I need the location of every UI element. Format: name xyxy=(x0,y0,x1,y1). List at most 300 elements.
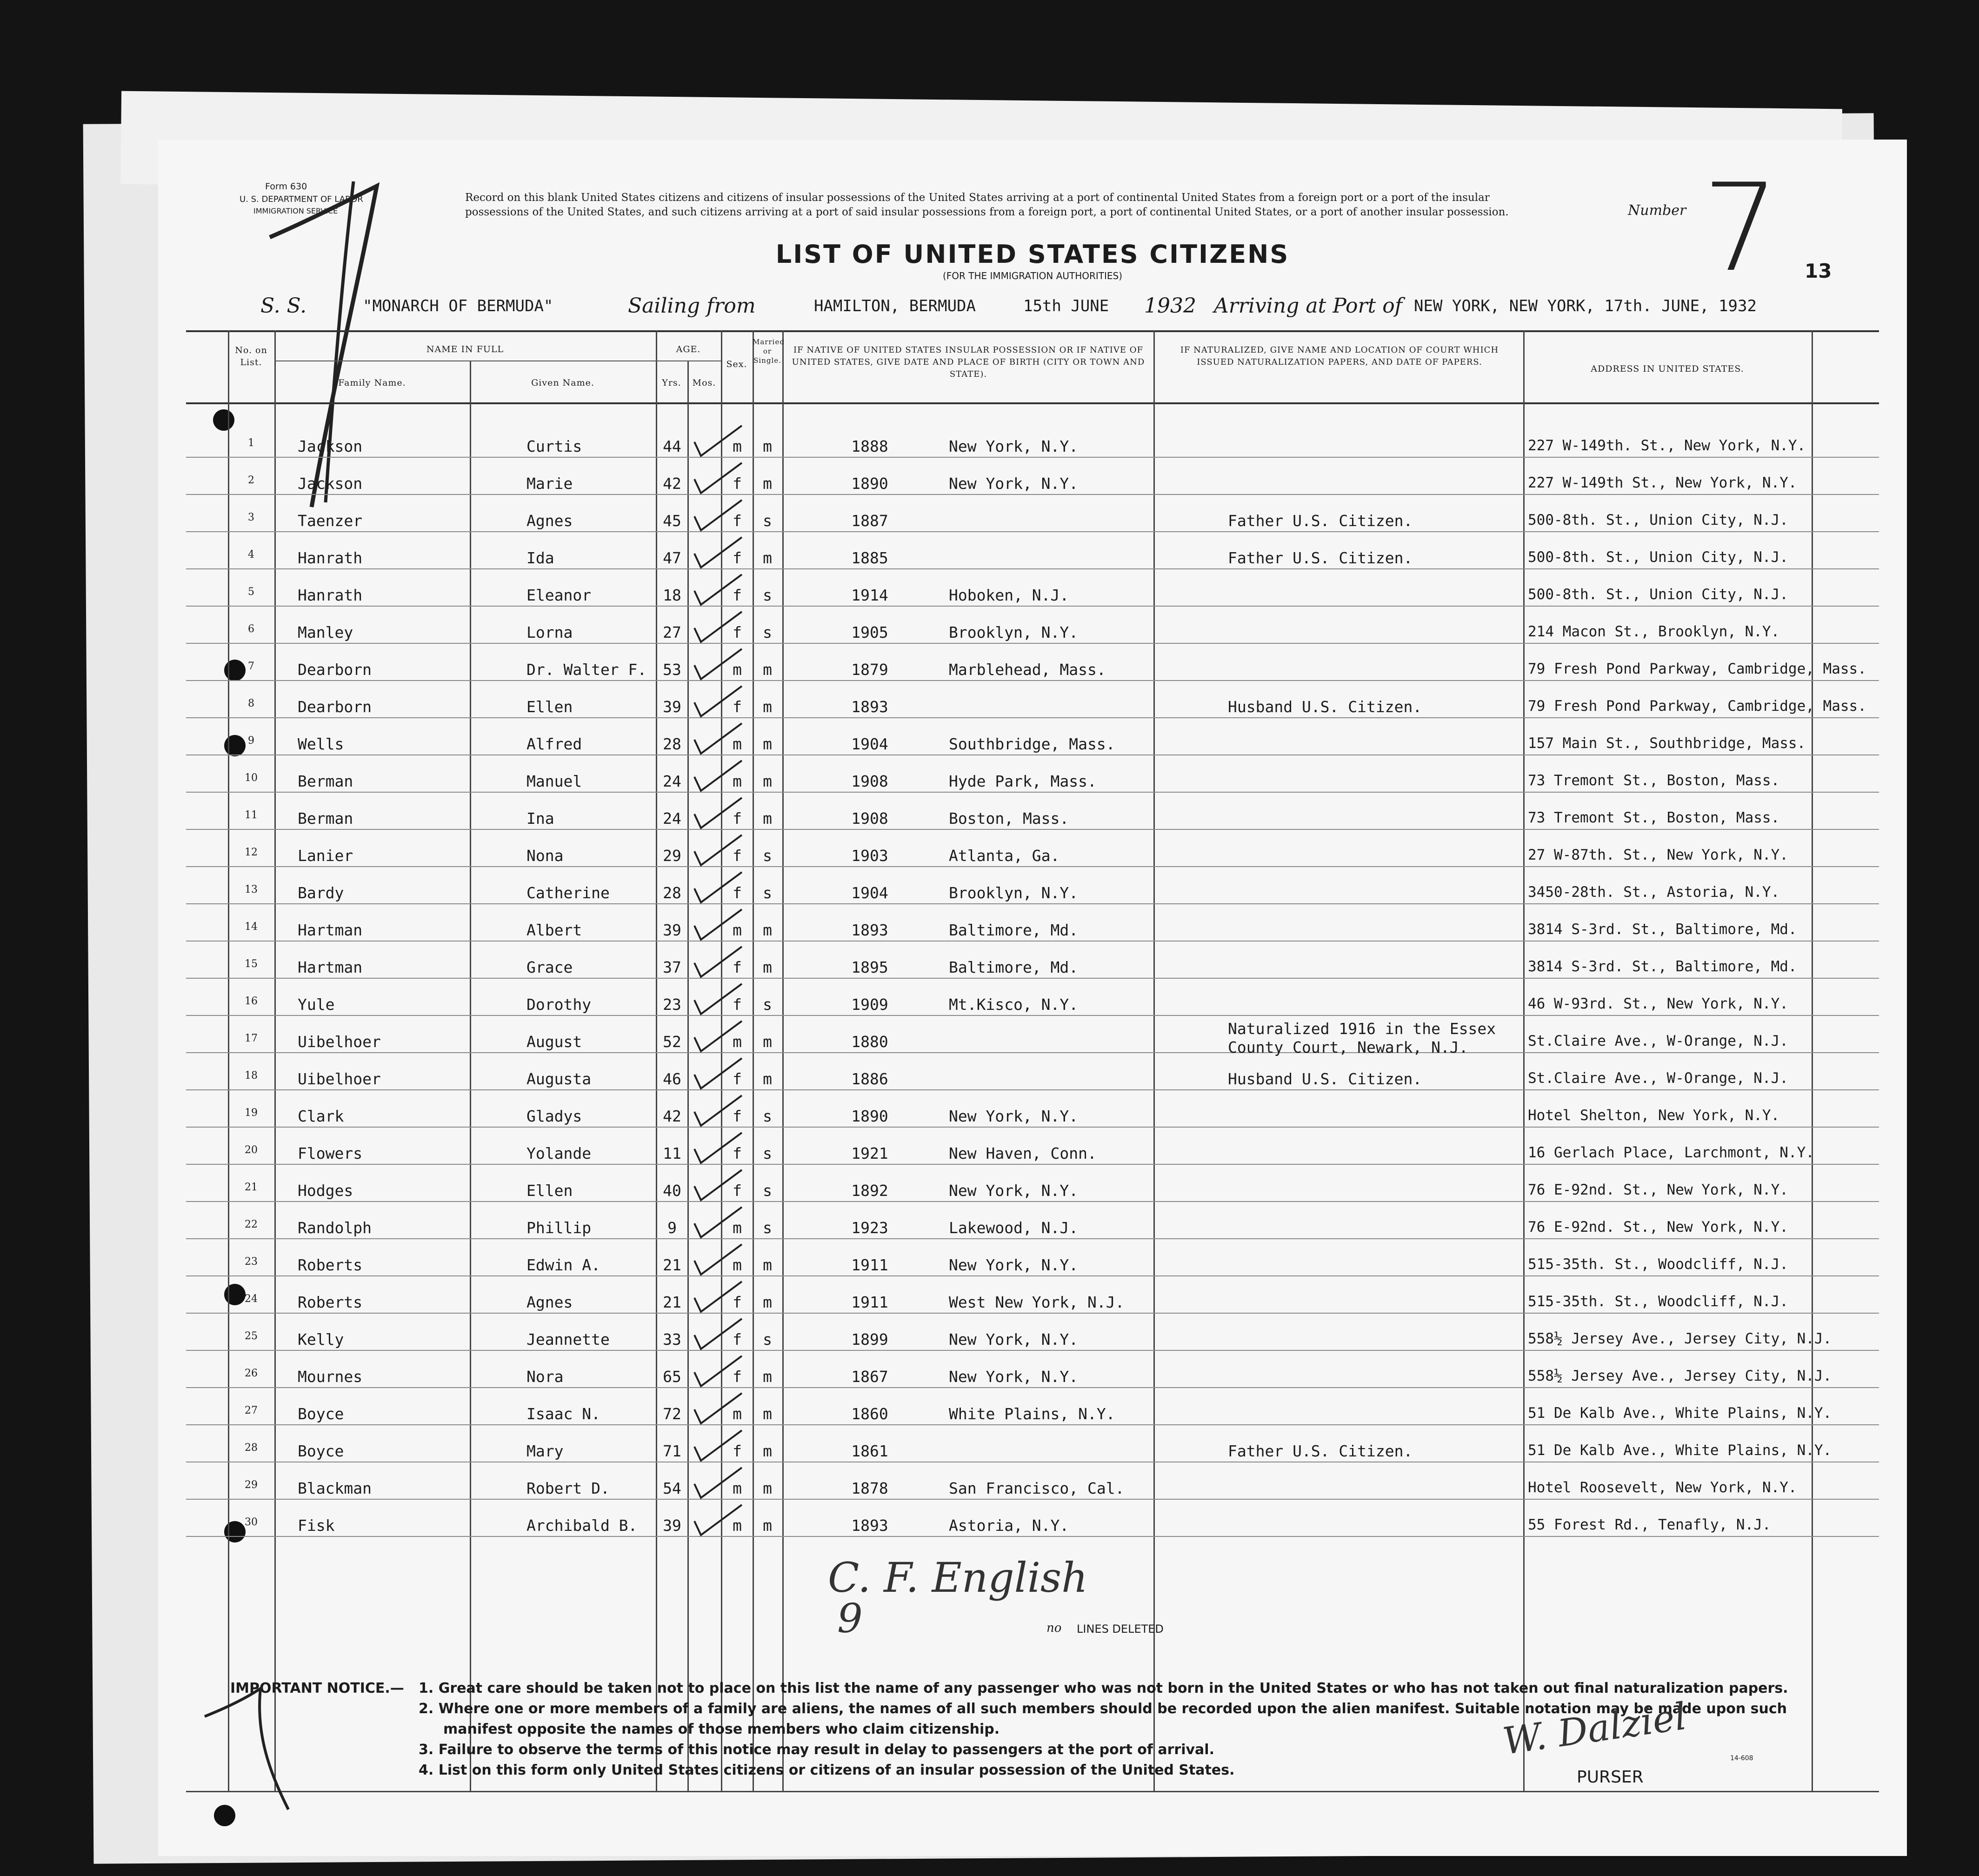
us-address: 46 W-93rd. St., New York, N.Y. xyxy=(1528,995,1788,1012)
marital-status: m xyxy=(763,1293,772,1311)
sex: f xyxy=(733,809,742,828)
sheet-number: 7 xyxy=(1702,158,1779,299)
birth-year: 1893 xyxy=(851,698,888,716)
family-name: Yule xyxy=(298,995,335,1014)
birth-year: 1914 xyxy=(851,586,888,604)
row-rule xyxy=(186,1238,1879,1239)
marital-status: m xyxy=(763,1033,772,1051)
birth-place: New York, N.Y. xyxy=(949,437,1079,455)
given-name: Catherine xyxy=(526,884,610,902)
row-rule xyxy=(186,1052,1879,1053)
lines-deleted-count: no xyxy=(1046,1621,1062,1635)
row-rule xyxy=(186,978,1879,979)
family-name: Dearborn xyxy=(298,661,372,679)
check-mark-icon xyxy=(691,1019,746,1056)
given-name: Isaac N. xyxy=(526,1405,600,1423)
family-name: Bardy xyxy=(298,884,344,902)
arrival-port-date: NEW YORK, NEW YORK, 17th. JUNE, 1932 xyxy=(1414,297,1757,315)
col-header-birth: IF NATIVE OF UNITED STATES INSULAR POSSESSION OR IF NATIVE OF UNITED STATES, GIVE DATE AND PLACE OF BIRTH (CITY OR TOWN AND STATE). xyxy=(792,345,1145,379)
row-rule xyxy=(186,531,1879,532)
notice-2: 2. Where one or more members of a family are aliens, the names of all such members should be recorded upon the alien manifest. Suitable notation may be made upon such xyxy=(419,1701,1787,1717)
age-years: 29 xyxy=(663,847,681,865)
notice-4: 4. List on this form only United States citizens or citizens of an insular possession of the United States. xyxy=(419,1762,1235,1778)
us-address: 214 Macon St., Brooklyn, N.Y. xyxy=(1528,623,1780,640)
check-mark-icon xyxy=(691,1130,746,1168)
marital-status: s xyxy=(763,1107,772,1125)
birth-place: Atlanta, Ga. xyxy=(949,847,1060,865)
age-years: 71 xyxy=(663,1442,681,1460)
marital-status: s xyxy=(763,1144,772,1162)
check-mark-icon xyxy=(691,1316,746,1354)
birth-place: Astoria, N.Y. xyxy=(949,1516,1069,1535)
col-rule xyxy=(1153,330,1155,1791)
print-code: 14-608 xyxy=(1730,1755,1753,1762)
marital-status: m xyxy=(763,958,772,976)
family-name: Taenzer xyxy=(298,512,363,530)
age-years: 54 xyxy=(663,1479,681,1497)
sex: f xyxy=(733,698,742,716)
manifest-page xyxy=(158,140,1907,1856)
handwritten-mark xyxy=(265,167,386,512)
check-mark-icon xyxy=(691,1354,746,1391)
row-number: 30 xyxy=(245,1516,258,1528)
age-years: 23 xyxy=(663,995,681,1014)
given-name: Dr. Walter F. xyxy=(526,661,647,679)
birth-year: 1880 xyxy=(851,1033,888,1051)
marital-status: s xyxy=(763,512,772,530)
sex: f xyxy=(733,958,742,976)
row-number: 10 xyxy=(245,772,258,784)
ss-label: S. S. xyxy=(260,294,307,318)
marital-status: m xyxy=(763,437,772,455)
birth-year: 1860 xyxy=(851,1405,888,1423)
marital-status: s xyxy=(763,1330,772,1349)
birth-year: 1890 xyxy=(851,474,888,493)
check-mark-icon xyxy=(691,1428,746,1465)
purser-label: PURSER xyxy=(1577,1768,1644,1787)
family-name: Flowers xyxy=(298,1144,363,1162)
row-rule xyxy=(186,717,1879,718)
family-name: Berman xyxy=(298,809,353,828)
birth-year: 1895 xyxy=(851,958,888,976)
given-name: Nona xyxy=(526,847,564,865)
age-years: 33 xyxy=(663,1330,681,1349)
row-rule xyxy=(186,1499,1879,1500)
birth-year: 1861 xyxy=(851,1442,888,1460)
sex: m xyxy=(733,661,742,679)
birth-year: 1908 xyxy=(851,809,888,828)
birth-place: New York, N.Y. xyxy=(949,1107,1079,1125)
birth-place: Southbridge, Mass. xyxy=(949,735,1115,753)
birth-year: 1893 xyxy=(851,1516,888,1535)
marital-status: m xyxy=(763,698,772,716)
row-number: 24 xyxy=(245,1293,258,1305)
page-title: LIST OF UNITED STATES CITIZENS xyxy=(775,240,1290,269)
us-address: 515-35th. St., Woodcliff, N.J. xyxy=(1528,1256,1788,1273)
marital-status: s xyxy=(763,1219,772,1237)
instructions: Record on this blank United States citizens and citizens of insular possessions of the United States arriving at a port of continental United States from a foreign port or a port of the insular possessions of the United States, and such citizens arriving at a port of said insular possessions from a foreign port, a port of continental United States, or a port of another insular possession. xyxy=(465,192,1509,218)
number-label: Number xyxy=(1628,202,1686,219)
family-name: Kelly xyxy=(298,1330,344,1349)
marital-status: m xyxy=(763,1442,772,1460)
sex: m xyxy=(733,772,742,790)
sex: f xyxy=(733,1070,742,1088)
age-years: 45 xyxy=(663,512,681,530)
given-name: Dorothy xyxy=(526,995,592,1014)
row-number: 11 xyxy=(245,809,258,821)
birth-place: New York, N.Y. xyxy=(949,1330,1079,1349)
us-address: 157 Main St., Southbridge, Mass. xyxy=(1528,735,1806,752)
us-address: 3814 S-3rd. St., Baltimore, Md. xyxy=(1528,921,1797,938)
notice-3: 3. Failure to observe the terms of this notice may result in delay to passengers at the port of arrival. xyxy=(419,1742,1214,1758)
check-mark-icon xyxy=(691,1093,746,1130)
birth-place: Hoboken, N.J. xyxy=(949,586,1069,604)
us-address: Hotel Roosevelt, New York, N.Y. xyxy=(1528,1479,1797,1496)
birth-year: 1908 xyxy=(851,772,888,790)
row-rule xyxy=(186,568,1879,569)
birth-place: Marblehead, Mass. xyxy=(949,661,1106,679)
given-name: Augusta xyxy=(526,1070,592,1088)
given-name: Nora xyxy=(526,1368,564,1386)
row-rule xyxy=(186,829,1879,830)
naturalization: Naturalized 1916 in the Essex County Court, Newark, N.J. xyxy=(1228,1020,1496,1056)
row-number: 13 xyxy=(245,884,258,895)
given-name: Lorna xyxy=(526,623,573,641)
sailing-date: 15th JUNE xyxy=(1023,297,1109,315)
us-address: St.Claire Ave., W-Orange, N.J. xyxy=(1528,1033,1788,1049)
birth-year: 1878 xyxy=(851,1479,888,1497)
row-number: 26 xyxy=(245,1368,258,1379)
sex: m xyxy=(733,921,742,939)
us-address: 558½ Jersey Ave., Jersey City, N.J. xyxy=(1528,1368,1832,1384)
service-label: IMMIGRATION SERVICE xyxy=(253,207,338,215)
birth-year: 1886 xyxy=(851,1070,888,1088)
age-years: 42 xyxy=(663,474,681,493)
us-address: 558½ Jersey Ave., Jersey City, N.J. xyxy=(1528,1330,1832,1347)
check-mark-icon xyxy=(691,1391,746,1428)
given-name: Gladys xyxy=(526,1107,582,1125)
given-name: Marie xyxy=(526,474,573,493)
row-number: 12 xyxy=(245,847,258,858)
check-mark-icon xyxy=(691,907,746,944)
sex: m xyxy=(733,1256,742,1274)
birth-year: 1911 xyxy=(851,1256,888,1274)
birth-place: New York, N.Y. xyxy=(949,1368,1079,1386)
purser-signature: W. Dalziel xyxy=(1500,1694,1689,1763)
given-name: Manuel xyxy=(526,772,582,790)
given-name: Albert xyxy=(526,921,582,939)
check-mark-icon xyxy=(691,870,746,907)
family-name: Hartman xyxy=(298,958,363,976)
given-name: Archibald B. xyxy=(526,1516,638,1535)
family-name: Hanrath xyxy=(298,586,363,604)
birth-year: 1888 xyxy=(851,437,888,455)
sex: m xyxy=(733,735,742,753)
row-number: 19 xyxy=(245,1107,258,1119)
row-rule xyxy=(186,1201,1879,1202)
birth-year: 1892 xyxy=(851,1182,888,1200)
row-rule xyxy=(186,903,1879,904)
given-name: Curtis xyxy=(526,437,582,455)
us-address: 500-8th. St., Union City, N.J. xyxy=(1528,512,1788,528)
birth-year: 1911 xyxy=(851,1293,888,1311)
age-years: 72 xyxy=(663,1405,681,1423)
birth-place: Hyde Park, Mass. xyxy=(949,772,1097,790)
check-mark-icon xyxy=(691,423,746,461)
check-mark-icon xyxy=(691,795,746,833)
row-rule xyxy=(186,606,1879,607)
birth-year: 1904 xyxy=(851,884,888,902)
notice-2-cont: manifest opposite the names of those members who claim citizenship. xyxy=(443,1721,1000,1737)
us-address: 51 De Kalb Ave., White Plains, N.Y. xyxy=(1528,1442,1832,1459)
age-years: 27 xyxy=(663,623,681,641)
age-years: 24 xyxy=(663,809,681,828)
birth-year: 1890 xyxy=(851,1107,888,1125)
row-rule xyxy=(186,1313,1879,1314)
given-name: Grace xyxy=(526,958,573,976)
us-address: 500-8th. St., Union City, N.J. xyxy=(1528,586,1788,603)
family-name: Dearborn xyxy=(298,698,372,716)
family-name: Hodges xyxy=(298,1182,353,1200)
col-header-address: ADDRESS IN UNITED STATES. xyxy=(1591,364,1744,374)
sex: f xyxy=(733,512,742,530)
us-address: 73 Tremont St., Boston, Mass. xyxy=(1528,809,1780,826)
marital-status: s xyxy=(763,995,772,1014)
check-mark-icon xyxy=(691,1279,746,1316)
check-mark-icon xyxy=(691,944,746,981)
birth-year: 1921 xyxy=(851,1144,888,1162)
col-rule xyxy=(470,361,471,1791)
row-number: 7 xyxy=(248,661,254,672)
sex: f xyxy=(733,1107,742,1125)
given-name: Edwin A. xyxy=(526,1256,600,1274)
sex: f xyxy=(733,884,742,902)
sex: f xyxy=(733,1442,742,1460)
check-mark-icon xyxy=(691,833,746,870)
col-rule xyxy=(782,330,784,1791)
family-name: Hartman xyxy=(298,921,363,939)
us-address: 227 W-149th St., New York, N.Y. xyxy=(1528,474,1797,491)
given-name: August xyxy=(526,1033,582,1051)
marital-status: m xyxy=(763,1070,772,1088)
family-name: Lanier xyxy=(298,847,353,865)
age-years: 42 xyxy=(663,1107,681,1125)
row-rule xyxy=(186,1424,1879,1425)
birth-year: 1893 xyxy=(851,921,888,939)
birth-place: Mt.Kisco, N.Y. xyxy=(949,995,1079,1014)
check-mark-icon xyxy=(691,498,746,535)
birth-year: 1879 xyxy=(851,661,888,679)
us-address: St.Claire Ave., W-Orange, N.J. xyxy=(1528,1070,1788,1087)
sailing-label: Sailing from xyxy=(628,294,756,318)
check-mark-icon xyxy=(691,535,746,572)
us-address: 27 W-87th. St., New York, N.Y. xyxy=(1528,847,1788,863)
row-rule xyxy=(186,866,1879,867)
age-years: 39 xyxy=(663,1516,681,1535)
birth-year: 1887 xyxy=(851,512,888,530)
given-name: Agnes xyxy=(526,512,573,530)
sex: f xyxy=(733,1330,742,1349)
age-years: 21 xyxy=(663,1256,681,1274)
given-name: Ellen xyxy=(526,698,573,716)
marital-status: m xyxy=(763,1516,772,1535)
col-header-sex: Sex. xyxy=(726,359,747,369)
age-years: 24 xyxy=(663,772,681,790)
sex: m xyxy=(733,1405,742,1423)
family-name: Hanrath xyxy=(298,549,363,567)
row-number: 1 xyxy=(248,437,254,449)
family-name: Roberts xyxy=(298,1256,363,1274)
form-number: Form 630 xyxy=(265,181,307,192)
family-name: Uibelhoer xyxy=(298,1033,381,1051)
row-number: 2 xyxy=(248,474,254,486)
check-mark-icon xyxy=(691,1502,746,1540)
birth-year: 1885 xyxy=(851,549,888,567)
birth-place: San Francisco, Cal. xyxy=(949,1479,1125,1497)
age-years: 39 xyxy=(663,698,681,716)
marital-status: m xyxy=(763,1479,772,1497)
birth-year: 1904 xyxy=(851,735,888,753)
us-address: 227 W-149th. St., New York, N.Y. xyxy=(1528,437,1806,454)
check-mark-icon xyxy=(691,609,746,647)
ship-name: "MONARCH OF BERMUDA" xyxy=(363,297,553,315)
row-rule xyxy=(186,1127,1879,1128)
given-name: Jeannette xyxy=(526,1330,610,1349)
family-name: Boyce xyxy=(298,1405,344,1423)
marital-status: m xyxy=(763,809,772,828)
age-years: 47 xyxy=(663,549,681,567)
sex: f xyxy=(733,1144,742,1162)
age-years: 9 xyxy=(667,1219,677,1237)
check-mark-icon xyxy=(691,1205,746,1242)
check-mark-icon xyxy=(691,684,746,721)
family-name: Jackson xyxy=(298,474,363,493)
row-rule xyxy=(186,680,1879,681)
age-years: 28 xyxy=(663,735,681,753)
family-name: Manley xyxy=(298,623,353,641)
given-name: Mary xyxy=(526,1442,564,1460)
row-number: 9 xyxy=(248,735,254,747)
marital-status: m xyxy=(763,549,772,567)
family-name: Mournes xyxy=(298,1368,363,1386)
birth-place: Brooklyn, N.Y. xyxy=(949,884,1079,902)
birth-year: 1867 xyxy=(851,1368,888,1386)
lines-deleted-label: LINES DELETED xyxy=(1077,1622,1164,1636)
family-name: Berman xyxy=(298,772,353,790)
us-address: 79 Fresh Pond Parkway, Cambridge, Mass. xyxy=(1528,698,1866,714)
col-header-married: Married or Single. xyxy=(753,338,785,365)
page-subtitle: (FOR THE IMMIGRATION AUTHORITIES) xyxy=(942,270,1123,281)
row-rule xyxy=(186,1350,1879,1351)
punch-hole xyxy=(213,409,234,431)
row-number: 27 xyxy=(245,1405,258,1416)
check-mark-icon xyxy=(691,1465,746,1502)
marital-status: m xyxy=(763,474,772,493)
sex: f xyxy=(733,847,742,865)
family-name: Boyce xyxy=(298,1442,344,1460)
naturalization: Father U.S. Citizen. xyxy=(1228,549,1413,567)
departure-port: HAMILTON, BERMUDA xyxy=(814,297,976,315)
birth-year: 1899 xyxy=(851,1330,888,1349)
birth-place: Baltimore, Md. xyxy=(949,958,1079,976)
row-rule xyxy=(186,792,1879,793)
handwritten-stroke xyxy=(200,1679,293,1819)
col-header-age: AGE. xyxy=(676,344,701,354)
check-mark-icon xyxy=(691,461,746,498)
handwritten-annotation-2: 9 xyxy=(837,1596,863,1642)
us-address: 55 Forest Rd., Tenafly, N.J. xyxy=(1528,1516,1771,1533)
table-bottom-rule xyxy=(186,1791,1879,1792)
check-mark-icon xyxy=(691,721,746,758)
col-header-mos: Mos. xyxy=(692,378,716,388)
row-number: 6 xyxy=(248,623,254,635)
marital-status: m xyxy=(763,1256,772,1274)
row-number: 16 xyxy=(245,995,258,1007)
birth-year: 1909 xyxy=(851,995,888,1014)
row-number: 25 xyxy=(245,1330,258,1342)
birth-place: New Haven, Conn. xyxy=(949,1144,1097,1162)
us-address: 3450-28th. St., Astoria, N.Y. xyxy=(1528,884,1780,901)
us-address: 515-35th. St., Woodcliff, N.J. xyxy=(1528,1293,1788,1310)
check-mark-icon xyxy=(691,572,746,609)
birth-place: West New York, N.J. xyxy=(949,1293,1125,1311)
age-years: 39 xyxy=(663,921,681,939)
sex: m xyxy=(733,1479,742,1497)
sex: m xyxy=(733,1219,742,1237)
row-rule xyxy=(186,754,1879,755)
birth-year: 1905 xyxy=(851,623,888,641)
row-rule xyxy=(186,457,1879,458)
row-rule xyxy=(186,1015,1879,1016)
row-number: 15 xyxy=(245,958,258,970)
us-address: 500-8th. St., Union City, N.J. xyxy=(1528,549,1788,566)
sex: m xyxy=(733,437,742,455)
marital-status: s xyxy=(763,884,772,902)
row-number: 22 xyxy=(245,1219,258,1230)
naturalization: Father U.S. Citizen. xyxy=(1228,512,1413,530)
col-header-yrs: Yrs. xyxy=(662,378,681,388)
birth-place: Baltimore, Md. xyxy=(949,921,1079,939)
age-years: 40 xyxy=(663,1182,681,1200)
birth-place: New York, N.Y. xyxy=(949,474,1079,493)
age-years: 18 xyxy=(663,586,681,604)
table-top-rule xyxy=(186,330,1879,332)
given-name: Eleanor xyxy=(526,586,592,604)
row-number: 4 xyxy=(248,549,254,561)
sex: f xyxy=(733,1368,742,1386)
check-mark-icon xyxy=(691,647,746,684)
col-rule xyxy=(274,330,276,1791)
age-years: 53 xyxy=(663,661,681,679)
family-name: Randolph xyxy=(298,1219,372,1237)
family-name: Wells xyxy=(298,735,344,753)
us-address: 76 E-92nd. St., New York, N.Y. xyxy=(1528,1182,1788,1198)
row-number: 18 xyxy=(245,1070,258,1082)
family-name: Jackson xyxy=(298,437,363,455)
row-number: 14 xyxy=(245,921,258,933)
marital-status: s xyxy=(763,1182,772,1200)
row-rule xyxy=(186,1275,1879,1276)
row-rule xyxy=(186,1387,1879,1388)
check-mark-icon xyxy=(691,1242,746,1279)
sex: f xyxy=(733,474,742,493)
col-rule xyxy=(687,361,689,1791)
marital-status: s xyxy=(763,847,772,865)
age-years: 28 xyxy=(663,884,681,902)
given-name: Ellen xyxy=(526,1182,573,1200)
birth-place: Lakewood, N.J. xyxy=(949,1219,1079,1237)
age-years: 21 xyxy=(663,1293,681,1311)
